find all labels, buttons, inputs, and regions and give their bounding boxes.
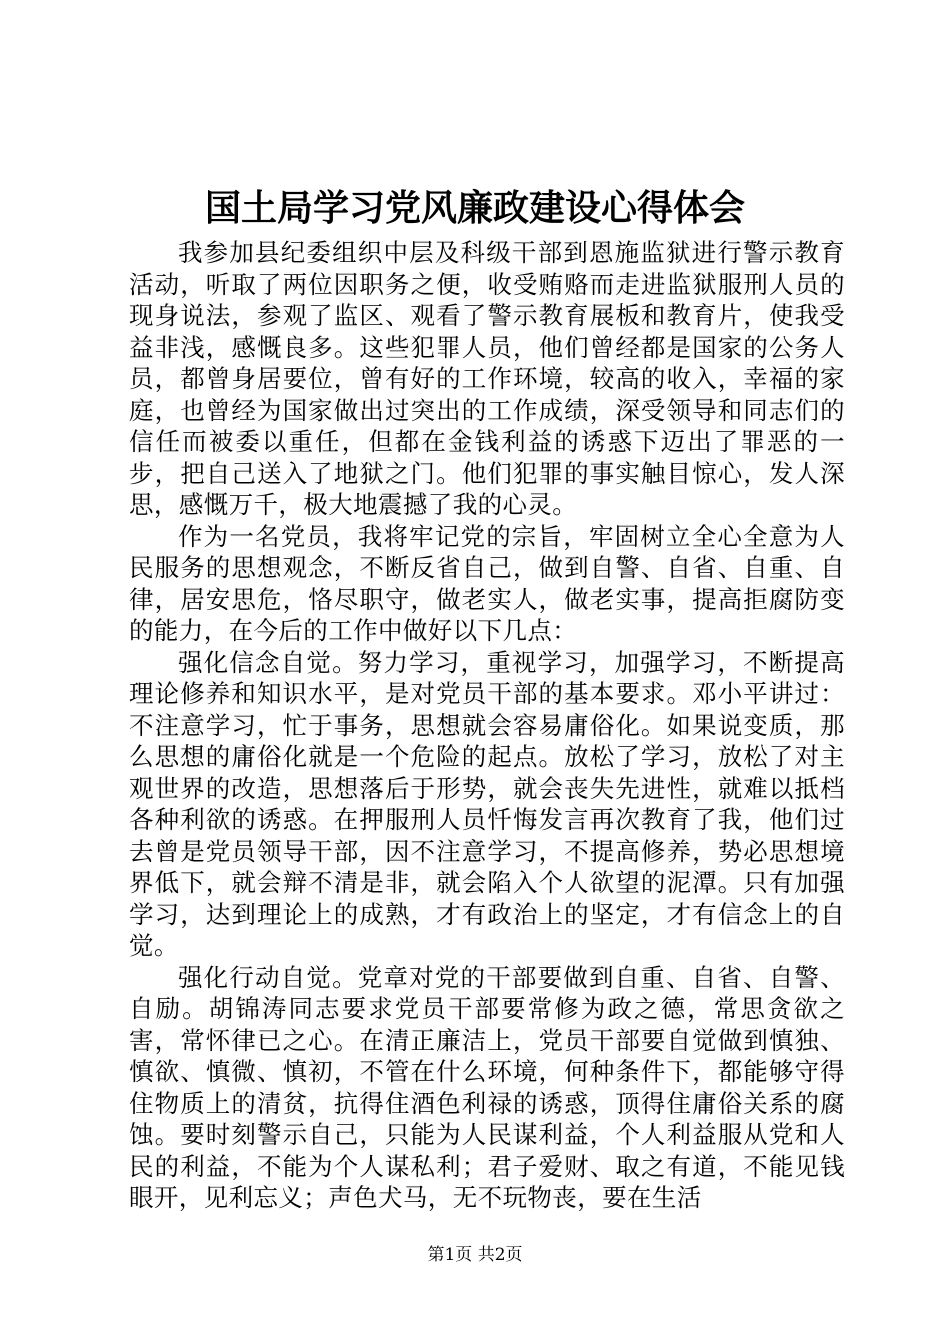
document-title: 国土局学习党风廉政建设心得体会 [204,187,745,229]
paragraph-2: 作为一名党员，我将牢记党的宗旨，牢固树立全心全意为人民服务的思想观念，不断反省自己，做到自警、自省、自重、自律，居安思危，恪尽职守，做老实人，做老实事，提高拒腐防变的能力，在今后的工作中做好以下几点： [129,521,845,645]
paragraph-4: 强化行动自觉。党章对党的干部要做到自重、自省、自警、自励。胡锦涛同志要求党员干部要常修为政之德，常思贪欲之害，常怀律已之心。在清正廉洁上，党员干部要自觉做到慎独、慎欲、慎微、慎初，不管在什么环境，何种条件下，都能够守得住物质上的清贫，抗得住酒色利禄的诱惑，顶得住庸俗关系的腐蚀。要时刻警示自己，只能为人民谋利益，个人利益服从党和人民的利益，不能为个人谋私利；君子爱财、取之有道，不能见钱眼开，见利忘义；声色犬马，无不玩物丧，要在生活 [129,962,845,1212]
paragraph-1: 我参加县纪委组织中层及科级干部到恩施监狱进行警示教育活动，听取了两位因职务之便，收受贿赂而走进监狱服刑人员的现身说法，参观了监区、观看了警示教育展板和教育片，使我受益非浅，感慨良多。这些犯罪人员，他们曾经都是国家的公务人员，都曾身居要位，曾有好的工作环境，较高的收入，幸福的家庭，也曾经为国家做出过突出的工作成绩，深受领导和同志们的信任而被委以重任，但都在金钱利益的诱惑下迈出了罪恶的一步，把自己送入了地狱之门。他们犯罪的事实触目惊心，发人深思，感慨万千，极大地震撼了我的心灵。 [129,238,845,519]
page-number-footer: 第1页 共2页 [427,1245,523,1265]
paragraph-3: 强化信念自觉。努力学习，重视学习，加强学习，不断提高理论修养和知识水平，是对党员干部的基本要求。邓小平讲过：不注意学习，忙于事务，思想就会容易庸俗化。如果说变质，那么思想的庸俗化就是一个危险的起点。放松了学习，放松了对主观世界的改造，思想落后于形势，就会丧失先进性，就难以抵档各种利欲的诱惑。在押服刑人员忏悔发言再次教育了我，他们过去曾是党员领导干部，因不注意学习，不提高修养，势必思想境界低下，就会辩不清是非，就会陷入个人欲望的泥潭。只有加强学习，达到理论上的成熟，才有政治上的坚定，才有信念上的自觉。 [129,647,845,960]
document-body [129,237,845,1214]
